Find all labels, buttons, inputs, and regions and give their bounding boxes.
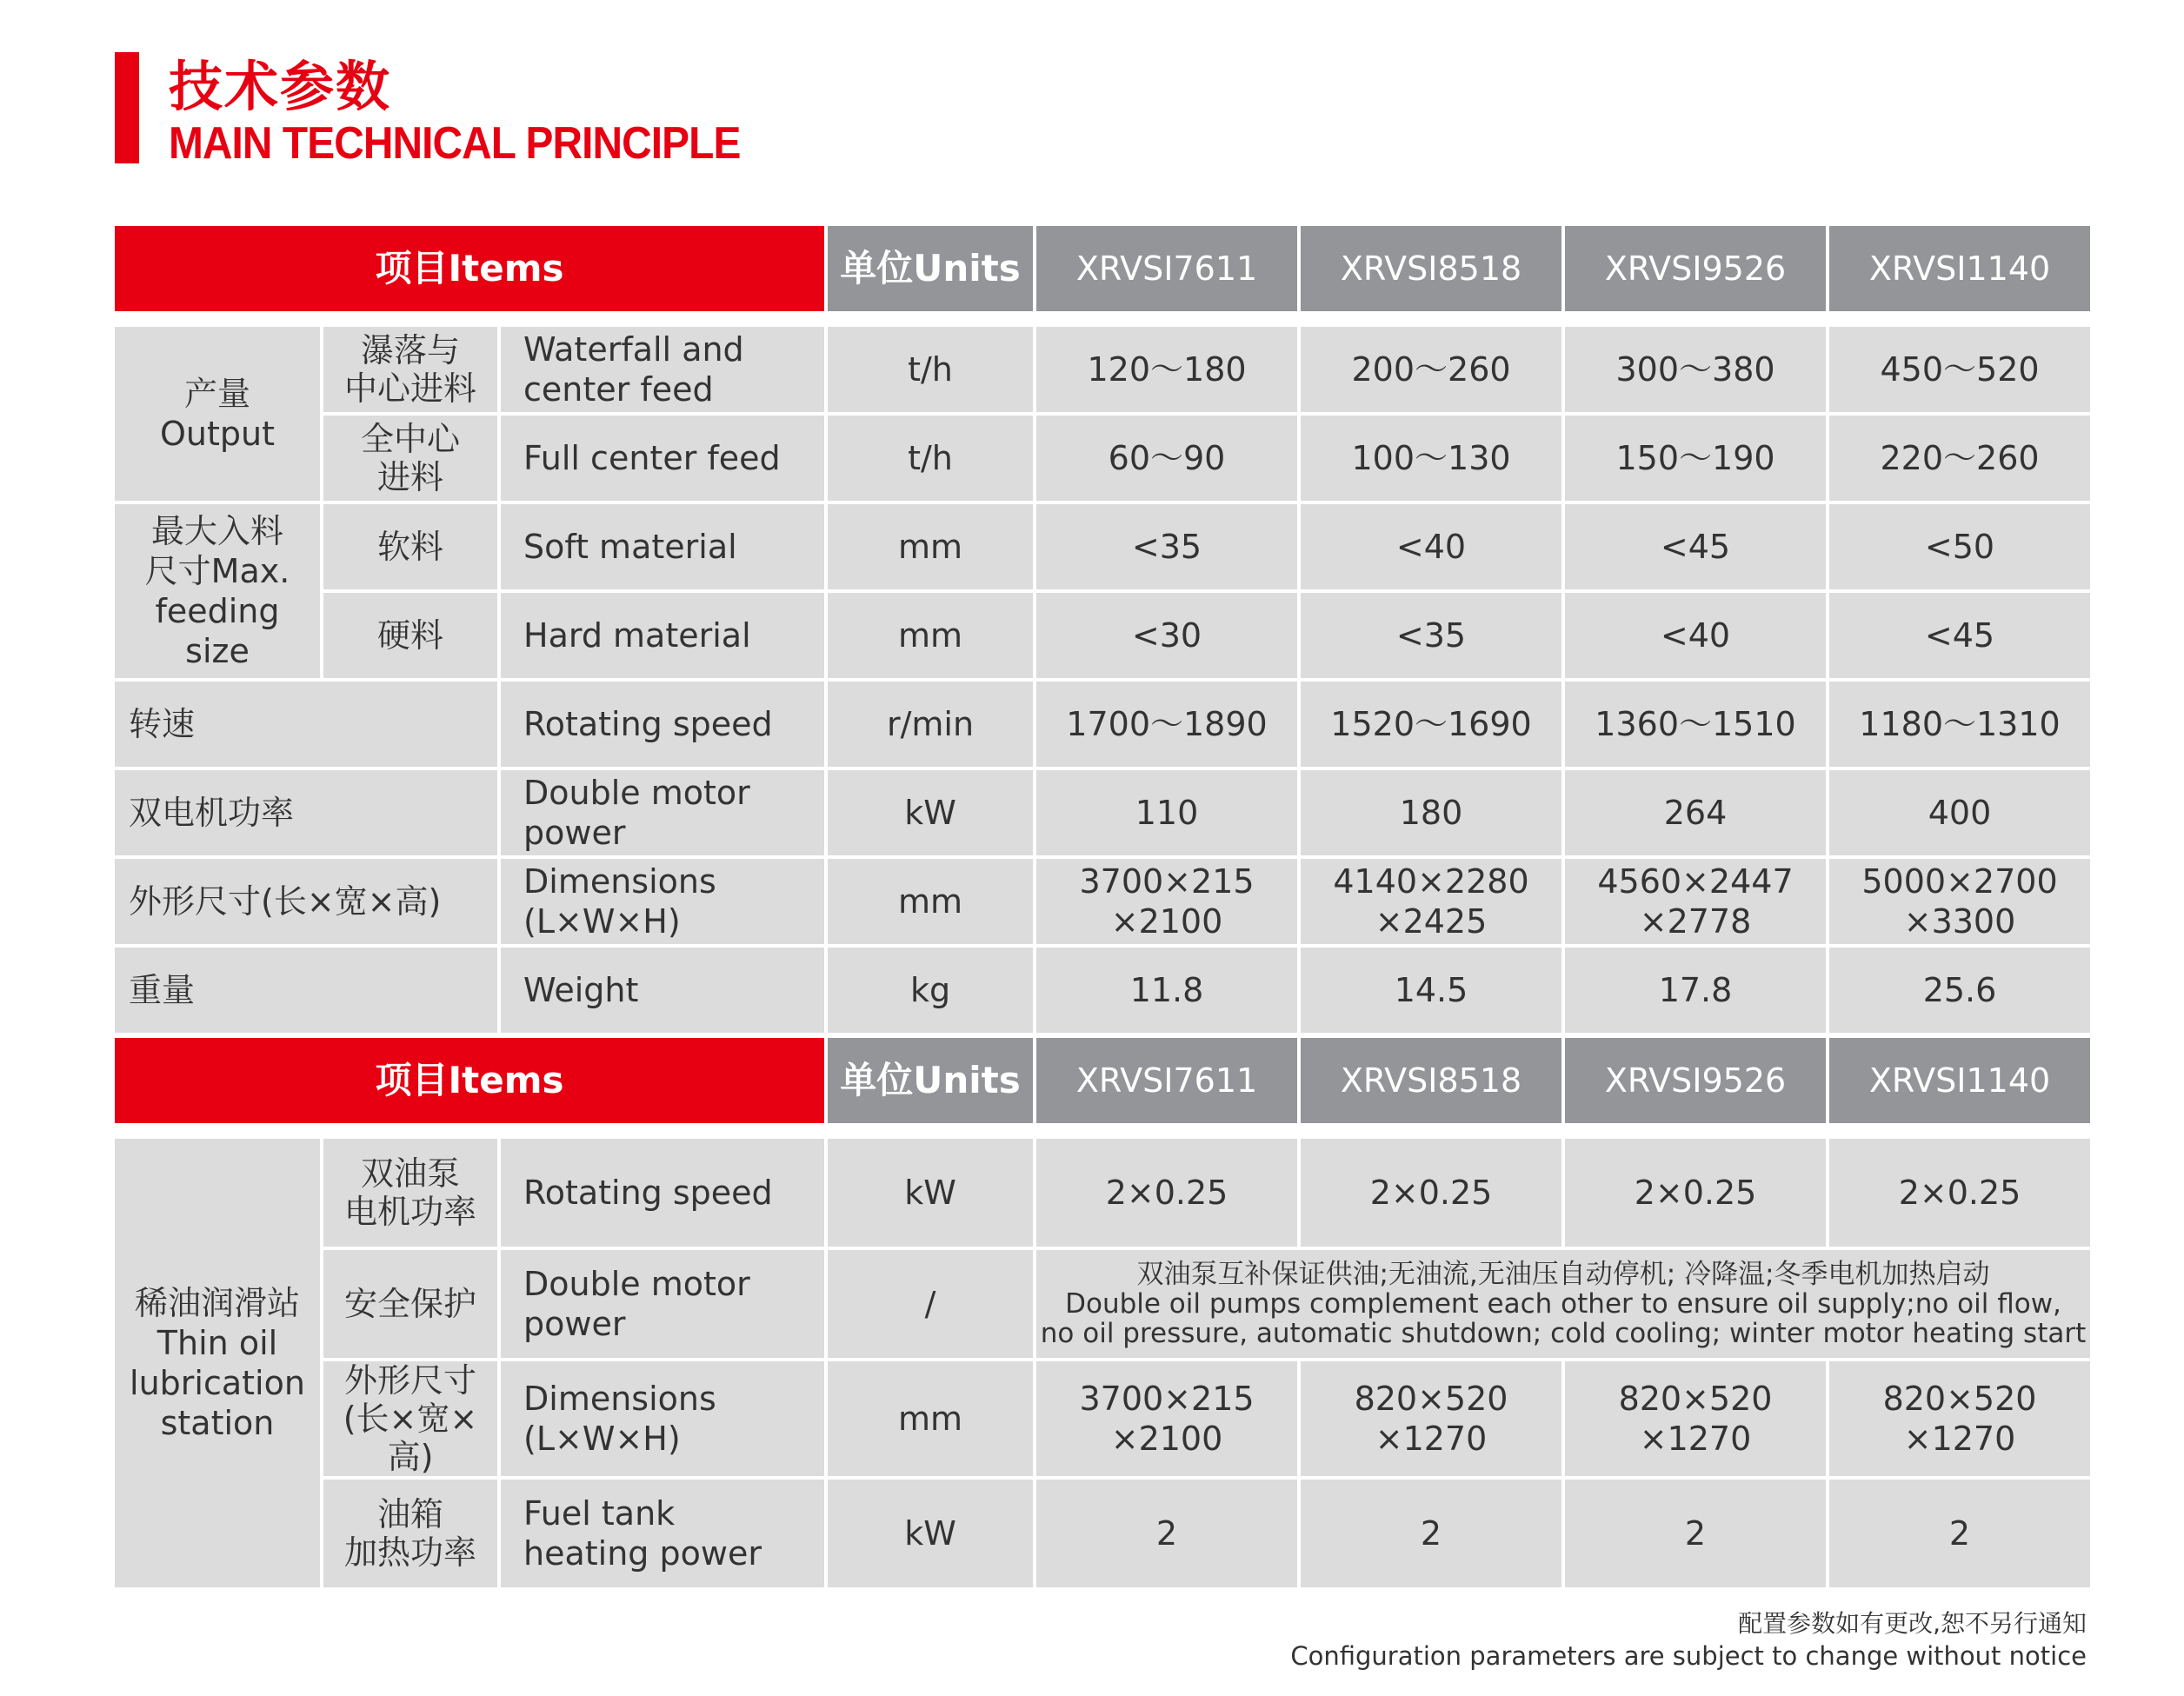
item-english: Weight bbox=[501, 948, 824, 1033]
items-header: 项目Items bbox=[115, 1038, 824, 1123]
item-english: Soft material bbox=[501, 504, 824, 589]
sub-label: 安全保护 bbox=[323, 1250, 497, 1358]
table-row bbox=[115, 327, 2090, 412]
item-english: Hard material bbox=[501, 593, 824, 678]
table-row bbox=[115, 1250, 2090, 1358]
value-cell: 110 bbox=[1036, 770, 1297, 855]
value-cell: 3700×215 ×2100 bbox=[1036, 859, 1297, 944]
safety-note-cell bbox=[1036, 1250, 2090, 1358]
item-english: Fuel tank heating power bbox=[501, 1480, 824, 1587]
unit-cell: kW bbox=[828, 770, 1033, 855]
item-chinese: 双电机功率 bbox=[115, 770, 497, 855]
value-cell: 2 bbox=[1565, 1480, 1826, 1587]
value-cell: <45 bbox=[1829, 593, 2090, 678]
value-cell: 400 bbox=[1829, 770, 2090, 855]
value-cell: 220～260 bbox=[1829, 416, 2090, 501]
value-cell: 2×0.25 bbox=[1301, 1139, 1561, 1247]
value-cell: 300～380 bbox=[1565, 327, 1826, 412]
item-english: Full center feed bbox=[501, 416, 824, 501]
sub-label: 油箱 加热功率 bbox=[323, 1480, 497, 1587]
item-chinese: 重量 bbox=[115, 948, 497, 1033]
table-header-row bbox=[115, 226, 2090, 311]
table-row bbox=[115, 1361, 2090, 1476]
table-row bbox=[115, 593, 2090, 678]
table-row bbox=[115, 682, 2090, 767]
item-english: Dimensions (L×W×H) bbox=[501, 1361, 824, 1476]
item-english: Rotating speed bbox=[501, 1139, 824, 1247]
value-cell: 450～520 bbox=[1829, 327, 2090, 412]
items-header: 项目Items bbox=[115, 226, 824, 311]
title-accent-bar bbox=[115, 52, 139, 163]
value-cell: 1180～1310 bbox=[1829, 682, 2090, 767]
value-cell: 180 bbox=[1301, 770, 1561, 855]
model-header: XRVSI9526 bbox=[1565, 226, 1826, 311]
model-header: XRVSI8518 bbox=[1301, 226, 1561, 311]
item-english: Double motor power bbox=[501, 1250, 824, 1358]
unit-cell: mm bbox=[828, 504, 1033, 589]
model-header: XRVSI1140 bbox=[1829, 1038, 2090, 1123]
value-cell: 820×520 ×1270 bbox=[1565, 1361, 1826, 1476]
disclaimer-chinese: 配置参数如有更改,恕不另行通知 bbox=[1738, 1609, 2087, 1638]
footer-disclaimer bbox=[1290, 1608, 2087, 1673]
spec-table-main bbox=[111, 223, 2094, 1036]
unit-cell: mm bbox=[828, 593, 1033, 678]
model-header: XRVSI7611 bbox=[1036, 1038, 1297, 1123]
value-cell: 4140×2280 ×2425 bbox=[1301, 859, 1561, 944]
item-english: Dimensions (L×W×H) bbox=[501, 859, 824, 944]
item-english: Double motor power bbox=[501, 770, 824, 855]
disclaimer-english: Configuration parameters are subject to change without notice bbox=[1290, 1641, 2087, 1671]
table-row bbox=[115, 948, 2090, 1033]
value-cell: <45 bbox=[1565, 504, 1826, 589]
value-cell: 820×520 ×1270 bbox=[1301, 1361, 1561, 1476]
safety-note-chinese: 双油泵互补保证供油;无油流,无油压自动停机; 冷降温;冬季电机加热启动 bbox=[1136, 1259, 1990, 1290]
value-cell: 2×0.25 bbox=[1036, 1139, 1297, 1247]
model-header: XRVSI7611 bbox=[1036, 226, 1297, 311]
unit-cell: kW bbox=[828, 1480, 1033, 1587]
unit-cell: kW bbox=[828, 1139, 1033, 1247]
value-cell: 2×0.25 bbox=[1565, 1139, 1826, 1247]
sub-label: 瀑落与 中心进料 bbox=[323, 327, 497, 412]
item-english: Rotating speed bbox=[501, 682, 824, 767]
sub-label: 硬料 bbox=[323, 593, 497, 678]
value-cell: 264 bbox=[1565, 770, 1826, 855]
value-cell: <35 bbox=[1301, 593, 1561, 678]
table-row bbox=[115, 1480, 2090, 1587]
unit-cell: r/min bbox=[828, 682, 1033, 767]
value-cell: 2 bbox=[1829, 1480, 2090, 1587]
unit-cell: / bbox=[828, 1250, 1033, 1358]
value-cell: 2 bbox=[1036, 1480, 1297, 1587]
value-cell: 2 bbox=[1301, 1480, 1561, 1587]
unit-cell: mm bbox=[828, 1361, 1033, 1476]
units-header: 单位Units bbox=[828, 226, 1033, 311]
unit-cell: kg bbox=[828, 948, 1033, 1033]
value-cell: 2×0.25 bbox=[1829, 1139, 2090, 1247]
table-header-row bbox=[115, 1038, 2090, 1123]
value-cell: <35 bbox=[1036, 504, 1297, 589]
table-row bbox=[115, 1139, 2090, 1247]
sub-label: 外形尺寸 (长×宽×高) bbox=[323, 1361, 497, 1476]
value-cell: 25.6 bbox=[1829, 948, 2090, 1033]
value-cell: 150～190 bbox=[1565, 416, 1826, 501]
value-cell: <50 bbox=[1829, 504, 2090, 589]
unit-cell: t/h bbox=[828, 416, 1033, 501]
sub-label: 全中心 进料 bbox=[323, 416, 497, 501]
table-row bbox=[115, 859, 2090, 944]
group-label-feeding-size: 最大入料 尺寸Max. feeding size bbox=[115, 504, 320, 678]
value-cell: 60～90 bbox=[1036, 416, 1297, 501]
value-cell: 17.8 bbox=[1565, 948, 1826, 1033]
value-cell: 820×520 ×1270 bbox=[1829, 1361, 2090, 1476]
value-cell: 1700～1890 bbox=[1036, 682, 1297, 767]
sub-label: 双油泵 电机功率 bbox=[323, 1139, 497, 1247]
table-row bbox=[115, 416, 2090, 501]
value-cell: 5000×2700 ×3300 bbox=[1829, 859, 2090, 944]
unit-cell: mm bbox=[828, 859, 1033, 944]
value-cell: 1360～1510 bbox=[1565, 682, 1826, 767]
table-row bbox=[115, 770, 2090, 855]
value-cell: 4560×2447 ×2778 bbox=[1565, 859, 1826, 944]
model-header: XRVSI9526 bbox=[1565, 1038, 1826, 1123]
value-cell: 100～130 bbox=[1301, 416, 1561, 501]
item-english: Waterfall and center feed bbox=[501, 327, 824, 412]
value-cell: 14.5 bbox=[1301, 948, 1561, 1033]
unit-cell: t/h bbox=[828, 327, 1033, 412]
spec-table-lubrication bbox=[111, 1034, 2094, 1591]
value-cell: 120～180 bbox=[1036, 327, 1297, 412]
value-cell: <40 bbox=[1565, 593, 1826, 678]
table-row bbox=[115, 504, 2090, 589]
value-cell: 11.8 bbox=[1036, 948, 1297, 1033]
value-cell: 1520～1690 bbox=[1301, 682, 1561, 767]
safety-note-english: Double oil pumps complement each other to ensure oil supply;no oil flow, no oil pressure, automatic shutdown; cold cooling; winter motor heating start bbox=[1040, 1288, 2087, 1349]
value-cell: <30 bbox=[1036, 593, 1297, 678]
title-chinese: 技术参数 bbox=[169, 55, 392, 118]
model-header: XRVSI8518 bbox=[1301, 1038, 1561, 1123]
value-cell: 3700×215 ×2100 bbox=[1036, 1361, 1297, 1476]
item-chinese: 转速 bbox=[115, 682, 497, 767]
sub-label: 软料 bbox=[323, 504, 497, 589]
value-cell: 200～260 bbox=[1301, 327, 1561, 412]
units-header: 单位Units bbox=[828, 1038, 1033, 1123]
value-cell: <40 bbox=[1301, 504, 1561, 589]
item-chinese: 外形尺寸(长×宽×高) bbox=[115, 859, 497, 944]
group-label-output: 产量 Output bbox=[115, 327, 320, 501]
group-label-lubrication-station: 稀油润滑站 Thin oil lubrication station bbox=[115, 1139, 320, 1587]
title-english: MAIN TECHNICAL PRINCIPLE bbox=[169, 118, 741, 169]
model-header: XRVSI1140 bbox=[1829, 226, 2090, 311]
